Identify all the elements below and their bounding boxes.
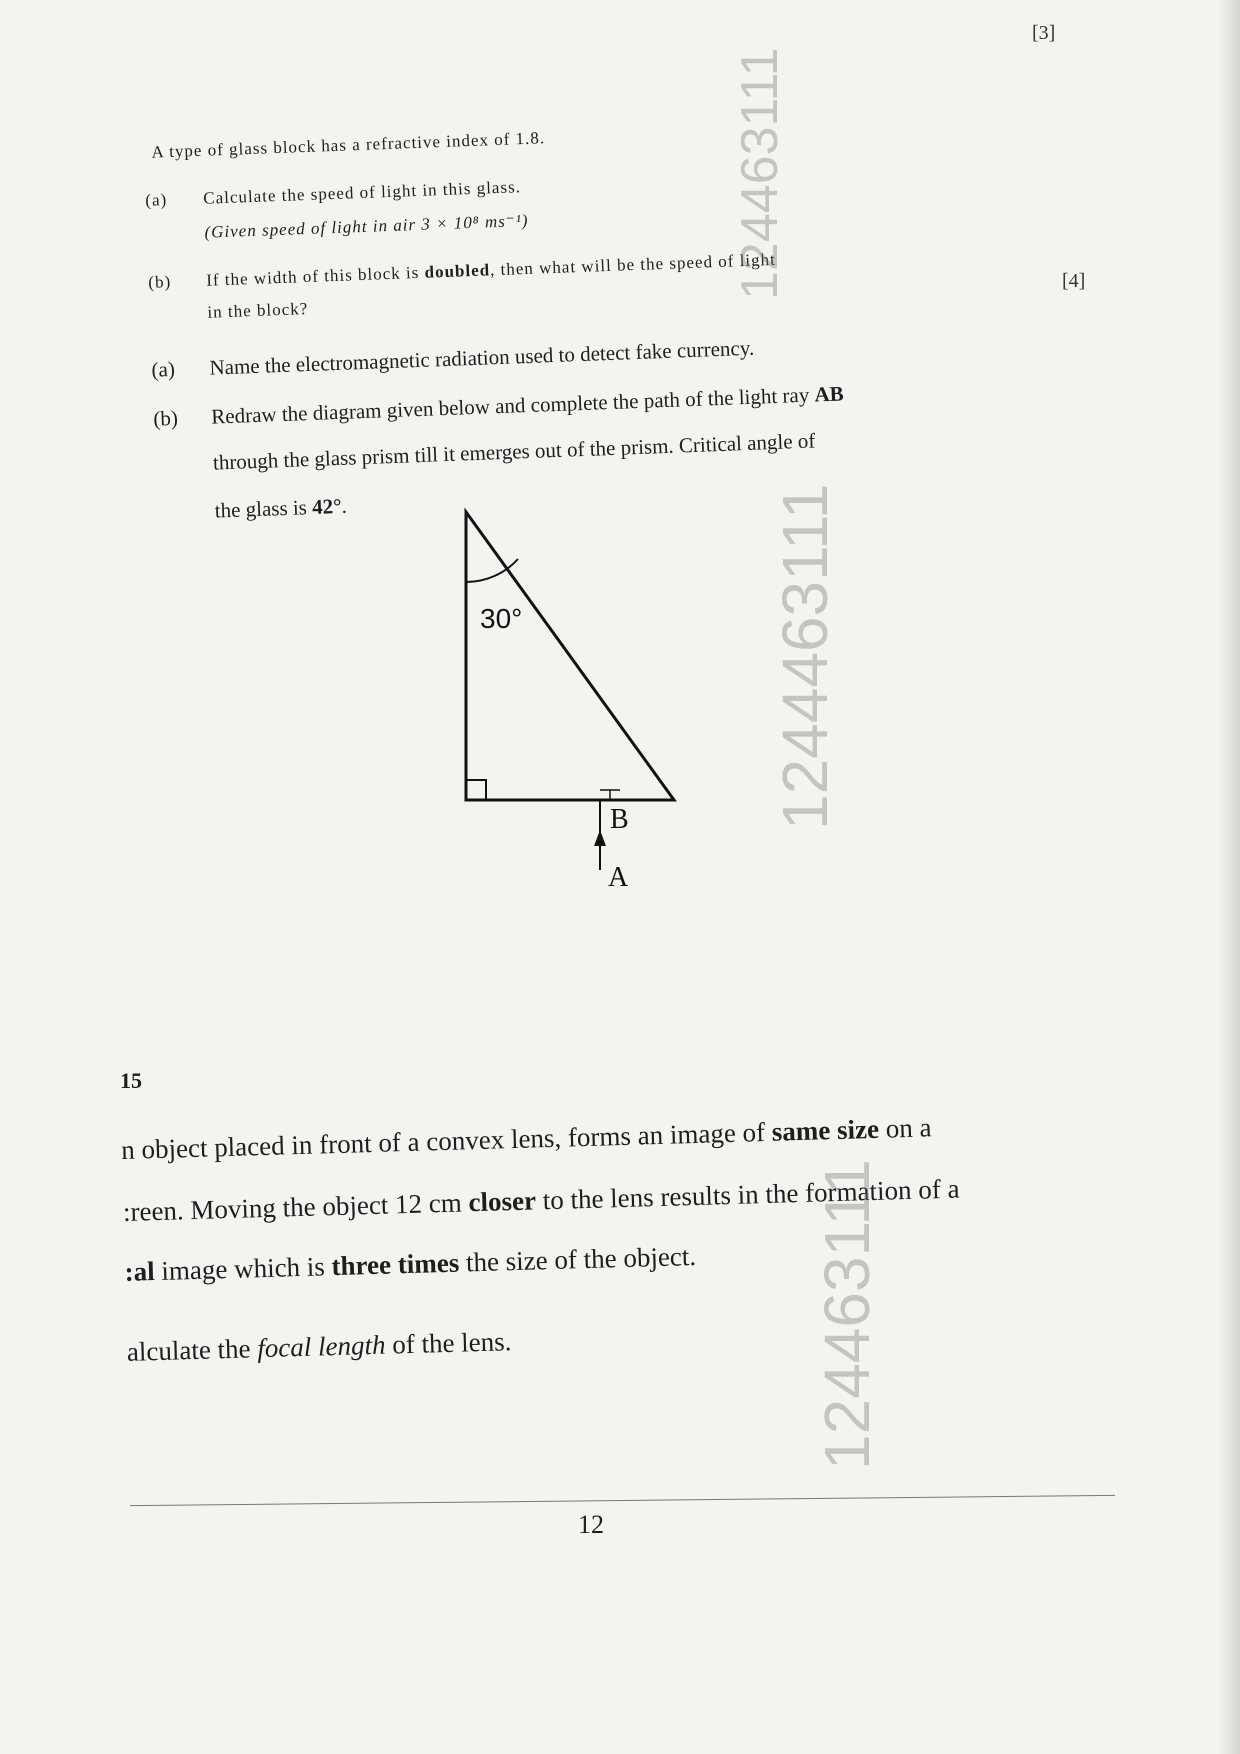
watermark-bottom: 124463111 (811, 1159, 883, 1470)
watermark-middle: 1244463111 (769, 483, 841, 830)
q15-closer: closer (468, 1185, 537, 1218)
qnext-b-ab: AB (814, 381, 845, 407)
marks-4: [4] (1062, 270, 1086, 292)
qnext-part-b (153, 381, 844, 431)
ray-arrowhead (594, 830, 606, 846)
q14-a-text: Calculate the speed of light in this glass. (202, 177, 522, 208)
point-b-label: B (610, 804, 629, 835)
q14-a-given: (Given speed of light in air 3 × 10⁸ ms⁻¹) (204, 210, 529, 242)
q15-real: :al (124, 1256, 156, 1287)
q14-intro: A type of glass block has a refractive index of 1.8. (151, 128, 546, 162)
qnext-b-line3-pre: the glass is (214, 495, 308, 523)
q15-three-times: three times (331, 1247, 460, 1282)
q15-line3 (124, 1241, 696, 1288)
q14-b-text-pre: If the width of this block is (205, 262, 420, 290)
q14-part-b (148, 250, 776, 293)
point-a-label: A (608, 862, 629, 893)
prism-diagram (430, 500, 690, 920)
watermark-top: 124463111 (731, 47, 789, 300)
qnext-b-label: (b) (152, 405, 179, 431)
qnext-b-line1: Redraw the diagram given below and complete the path of the light ray (210, 382, 810, 429)
marks-3: [3] (1032, 22, 1056, 44)
q15-l4-post: of the lens. (391, 1326, 512, 1360)
qnext-part-a (151, 336, 754, 383)
q14-b-label: (b) (147, 272, 172, 292)
q15-l2-post: to the lens results in the formation of a (542, 1173, 960, 1216)
page-edge-shadow (1218, 0, 1240, 1754)
q15-l3-post: the size of the object. (465, 1240, 697, 1278)
q15-l3-mid: image which is (160, 1251, 326, 1286)
angle-label: 30° (480, 603, 523, 634)
qnext-a-label: (a) (151, 356, 176, 382)
right-angle-mark (466, 780, 486, 800)
q14-b-line2: in the block? (207, 299, 309, 322)
q15-same-size: same size (771, 1113, 880, 1147)
q14-b-text-bold: doubled (424, 260, 491, 282)
prism-triangle (466, 512, 674, 800)
prism-svg (430, 500, 690, 920)
qnext-a-text: Name the electromagnetic radiation used to detect fake currency. (209, 335, 755, 380)
question-15-number: 15 (120, 1068, 142, 1093)
q15-l2-pre: :reen. Moving the object 12 cm (122, 1187, 463, 1227)
q15-l1-post: on a (885, 1112, 932, 1144)
q15-l1-pre: n object placed in front of a convex lens, forms an image of (120, 1117, 766, 1165)
page-number: 12 (578, 1510, 604, 1539)
q15-line4 (126, 1326, 511, 1368)
qnext-b-line3-post: . (341, 493, 348, 518)
footer-rule (130, 1495, 1115, 1506)
qnext-b-line2: through the glass prism till it emerges out of the prism. Critical angle of (212, 428, 816, 475)
q14-b-text-post: , then what will be the speed of light (489, 249, 777, 280)
q15-line1 (121, 1112, 932, 1166)
angle-arc (466, 559, 518, 582)
q14-part-a (145, 177, 521, 211)
q15-l4-pre: alculate the (126, 1333, 251, 1367)
qnext-b-line3 (214, 494, 347, 524)
q14-a-label: (a) (144, 190, 168, 210)
q15-focal-length: focal length (256, 1329, 386, 1364)
critical-angle-value: 42° (311, 493, 342, 519)
